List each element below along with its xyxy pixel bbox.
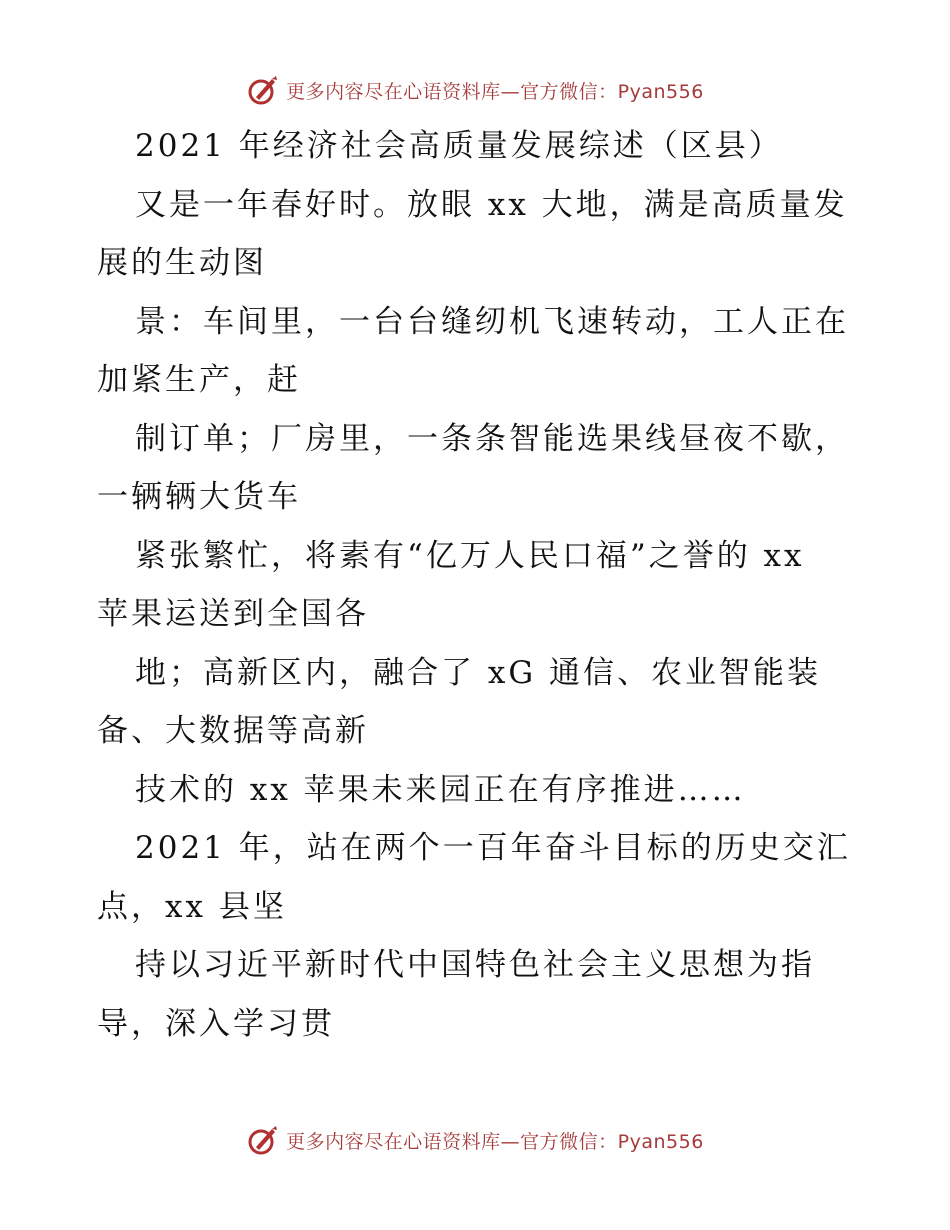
header-banner [0, 70, 950, 110]
paragraph-line: 景：车间里，一台台缝纫机飞速转动，工人正在 [135, 303, 849, 340]
paragraph-line: 点，xx 县坚 [97, 888, 287, 925]
paragraph-line: 持以习近平新时代中国特色社会主义思想为指 [135, 947, 815, 983]
paragraph-line: 技术的 xx 苹果未来园正在有序推进…… [135, 771, 746, 808]
paragraph-line: 2021 年，站在两个一百年奋斗目标的历史交汇 [135, 830, 851, 866]
paragraph-line: 地；高新区内，融合了 xG 通信、农业智能装 [135, 654, 821, 691]
footer-banner [0, 1120, 950, 1160]
document-title: 2021 年经济社会高质量发展综述（区县） [135, 128, 783, 164]
banner-text: 更多内容尽在心语资料库—官方微信：Pyan556 [286, 1130, 704, 1153]
paragraph-line: 加紧生产，赶 [97, 362, 301, 398]
document-body [97, 117, 857, 1053]
brush-logo-icon [246, 1123, 280, 1157]
paragraph-line: 紧张繁忙，将素有“亿万人民口福”之誉的 xx [135, 537, 805, 574]
paragraph-line: 一辆辆大货车 [97, 479, 301, 515]
paragraph-line: 导，深入学习贯 [97, 1005, 335, 1042]
paragraph-line: 展的生动图 [97, 245, 267, 281]
paragraph-line: 制订单；厂房里，一条条智能选果线昼夜不歇， [135, 420, 849, 457]
paragraph-line: 备、大数据等高新 [97, 713, 369, 749]
brush-logo-icon [246, 73, 280, 107]
banner-text: 更多内容尽在心语资料库—官方微信：Pyan556 [286, 80, 704, 103]
paragraph-line: 苹果运送到全国各 [97, 596, 369, 632]
paragraph-line: 又是一年春好时。放眼 xx 大地，满是高质量发 [135, 186, 848, 223]
